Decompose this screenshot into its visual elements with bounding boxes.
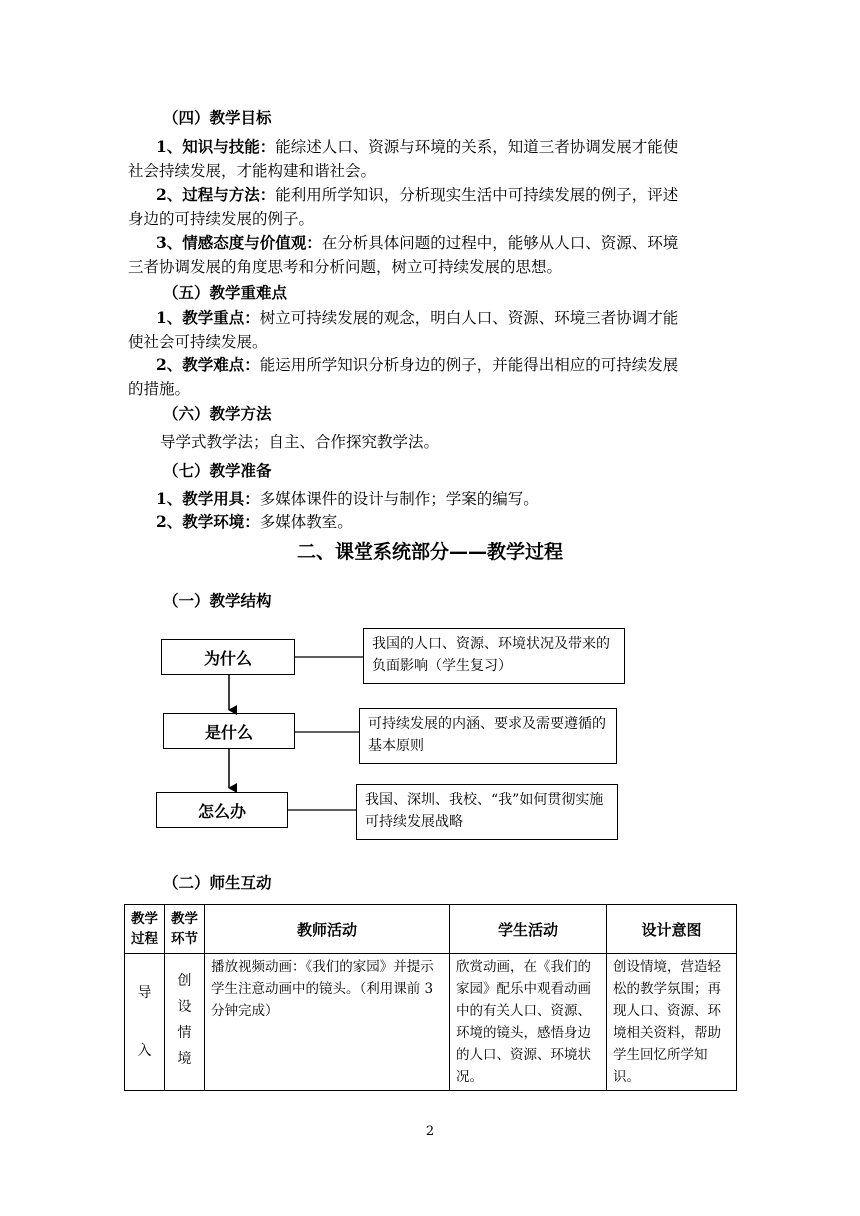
- keypoint-2-text: 能运用所学知识分析身边的例子，并能得出相应的可持续发展: [259, 356, 679, 374]
- cell-teacher-activity: 播放视频动画：《我们的家园》并提示学生注意动画中的镜头。（利用课前 3 分钟完成）: [205, 954, 450, 1091]
- prep-2-label: 2、教学环境：: [156, 512, 260, 531]
- flow-box-what: 是什么: [163, 713, 295, 749]
- keypoint-1-label: 1、教学重点：: [156, 308, 260, 327]
- header-process: 教学过程: [125, 905, 165, 954]
- header-stage: 教学环节: [165, 905, 205, 954]
- flow-note-why: 我国的人口、资源、环境状况及带来的负面影响（学生复习）: [363, 628, 625, 684]
- goal-1-text-cont: 社会持续发展，才能构建和谐社会。: [128, 162, 377, 180]
- cell-design-intent: 创设情境，营造轻松的教学氛围；再现人口、资源、环境相关资料，帮助学生回忆所学知识。: [607, 954, 737, 1091]
- heading-teaching-method: （六）教学方法: [163, 404, 272, 423]
- page-number: 2: [425, 1124, 435, 1139]
- heading-key-points: （五）教学重难点: [163, 283, 288, 302]
- keypoint-2-label: 2、教学难点：: [156, 355, 260, 374]
- flow-box-how: 怎么办: [156, 792, 288, 828]
- prep-2-text: 多媒体教室。: [259, 513, 353, 531]
- keypoint-1-text-cont: 使社会可持续发展。: [128, 333, 268, 351]
- teaching-method-text: 导学式教学法；自主、合作探究教学法。: [160, 433, 440, 451]
- goal-3-text-cont: 三者协调发展的角度思考和分析问题，树立可持续发展的思想。: [128, 258, 563, 276]
- cell-process: 导入: [125, 954, 165, 1091]
- prep-1-text: 多媒体课件的设计与制作；学案的编写。: [259, 490, 539, 508]
- interaction-table: [124, 904, 737, 1091]
- cell-stage: 创设情境: [165, 954, 205, 1091]
- table-row: [125, 954, 737, 1091]
- heading-teaching-structure: （一）教学结构: [163, 591, 272, 610]
- header-teacher-activity: 教师活动: [205, 905, 450, 954]
- keypoint-1-text: 树立可持续发展的观念，明白人口、资源、环境三者协调才能: [259, 309, 679, 327]
- goal-3-label: 3、情感态度与价值观：: [156, 233, 322, 252]
- goal-3-text: 在分析具体问题的过程中，能够从人口、资源、环境: [321, 234, 679, 252]
- flow-box-why: 为什么: [161, 639, 295, 675]
- heading-teaching-prep: （七）教学准备: [163, 461, 272, 480]
- part-title: 二、课堂系统部分——教学过程: [296, 541, 563, 563]
- goal-1-label: 1、知识与技能：: [156, 137, 276, 156]
- table-header-row: [125, 905, 737, 954]
- cell-student-activity: 欣赏动画，在《我们的家园》配乐中观看动画中的有关人口、资源、环境的镜头，感悟身边的人口、资源、环境状况。: [450, 954, 607, 1091]
- prep-1-label: 1、教学用具：: [156, 489, 260, 508]
- flow-note-how: 我国、深圳、我校、“我”如何贯彻实施可持续发展战略: [356, 784, 618, 840]
- header-student-activity: 学生活动: [450, 905, 607, 954]
- keypoint-2-text-cont: 的措施。: [128, 380, 191, 398]
- heading-teaching-goals: （四）教学目标: [163, 108, 272, 127]
- goal-2-label: 2、过程与方法：: [156, 185, 276, 204]
- goal-2-text-cont: 身边的可持续发展的例子。: [128, 210, 315, 228]
- heading-interaction: （二）师生互动: [163, 873, 272, 892]
- goal-2-text: 能利用所学知识，分析现实生活中可持续发展的例子，评述: [275, 186, 679, 204]
- header-design-intent: 设计意图: [607, 905, 737, 954]
- goal-1-text: 能综述人口、资源与环境的关系，知道三者协调发展才能使: [275, 138, 679, 156]
- flow-note-what: 可持续发展的内涵、要求及需要遵循的基本原则: [359, 708, 617, 764]
